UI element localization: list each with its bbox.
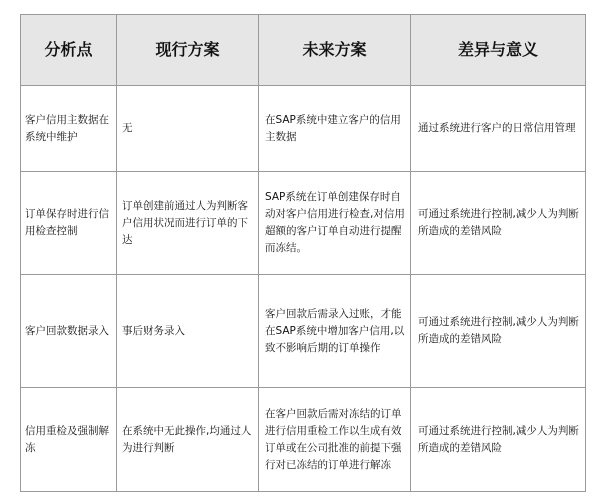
header-row	[21, 15, 586, 86]
table-row	[21, 86, 586, 172]
cell-difference: 通过系统进行客户的日常信用管理	[411, 86, 586, 172]
cell-topic: 订单保存时进行信用检查控制	[21, 172, 117, 275]
cell-topic: 客户信用主数据在系统中维护	[21, 86, 117, 172]
cell-difference: 可通过系统进行控制,减少人为判断所造成的差错风险	[411, 388, 586, 492]
cell-current: 订单创建前通过人为判断客户信用状况而进行订单的下达	[117, 172, 259, 275]
cell-future: 客户回款后需录入过账，才能在SAP系统中增加客户信用,以致不影响后期的订单操作	[259, 275, 411, 388]
table-header	[21, 15, 586, 86]
table-row	[21, 388, 586, 492]
header-analysis-point: 分析点	[21, 15, 117, 86]
cell-difference: 可通过系统进行控制,减少人为判断所造成的差错风险	[411, 275, 586, 388]
cell-current: 事后财务录入	[117, 275, 259, 388]
cell-future: 在SAP系统中建立客户的信用主数据	[259, 86, 411, 172]
cell-difference: 可通过系统进行控制,减少人为判断所造成的差错风险	[411, 172, 586, 275]
table-row	[21, 172, 586, 275]
cell-topic: 信用重检及强制解冻	[21, 388, 117, 492]
header-future-plan: 未来方案	[259, 15, 411, 86]
header-current-plan: 现行方案	[117, 15, 259, 86]
comparison-table	[20, 14, 586, 492]
cell-current: 无	[117, 86, 259, 172]
table-row	[21, 275, 586, 388]
cell-topic: 客户回款数据录入	[21, 275, 117, 388]
header-difference-meaning: 差异与意义	[411, 15, 586, 86]
table-body	[21, 86, 586, 492]
cell-future: 在客户回款后需对冻结的订单进行信用重检工作以生成有效订单或在公司批准的前提下强行对已冻结的订单进行解冻	[259, 388, 411, 492]
cell-future: SAP系统在订单创建保存时自动对客户信用进行检查,对信用超额的客户订单自动进行提醒而冻结。	[259, 172, 411, 275]
cell-current: 在系统中无此操作,均通过人为进行判断	[117, 388, 259, 492]
